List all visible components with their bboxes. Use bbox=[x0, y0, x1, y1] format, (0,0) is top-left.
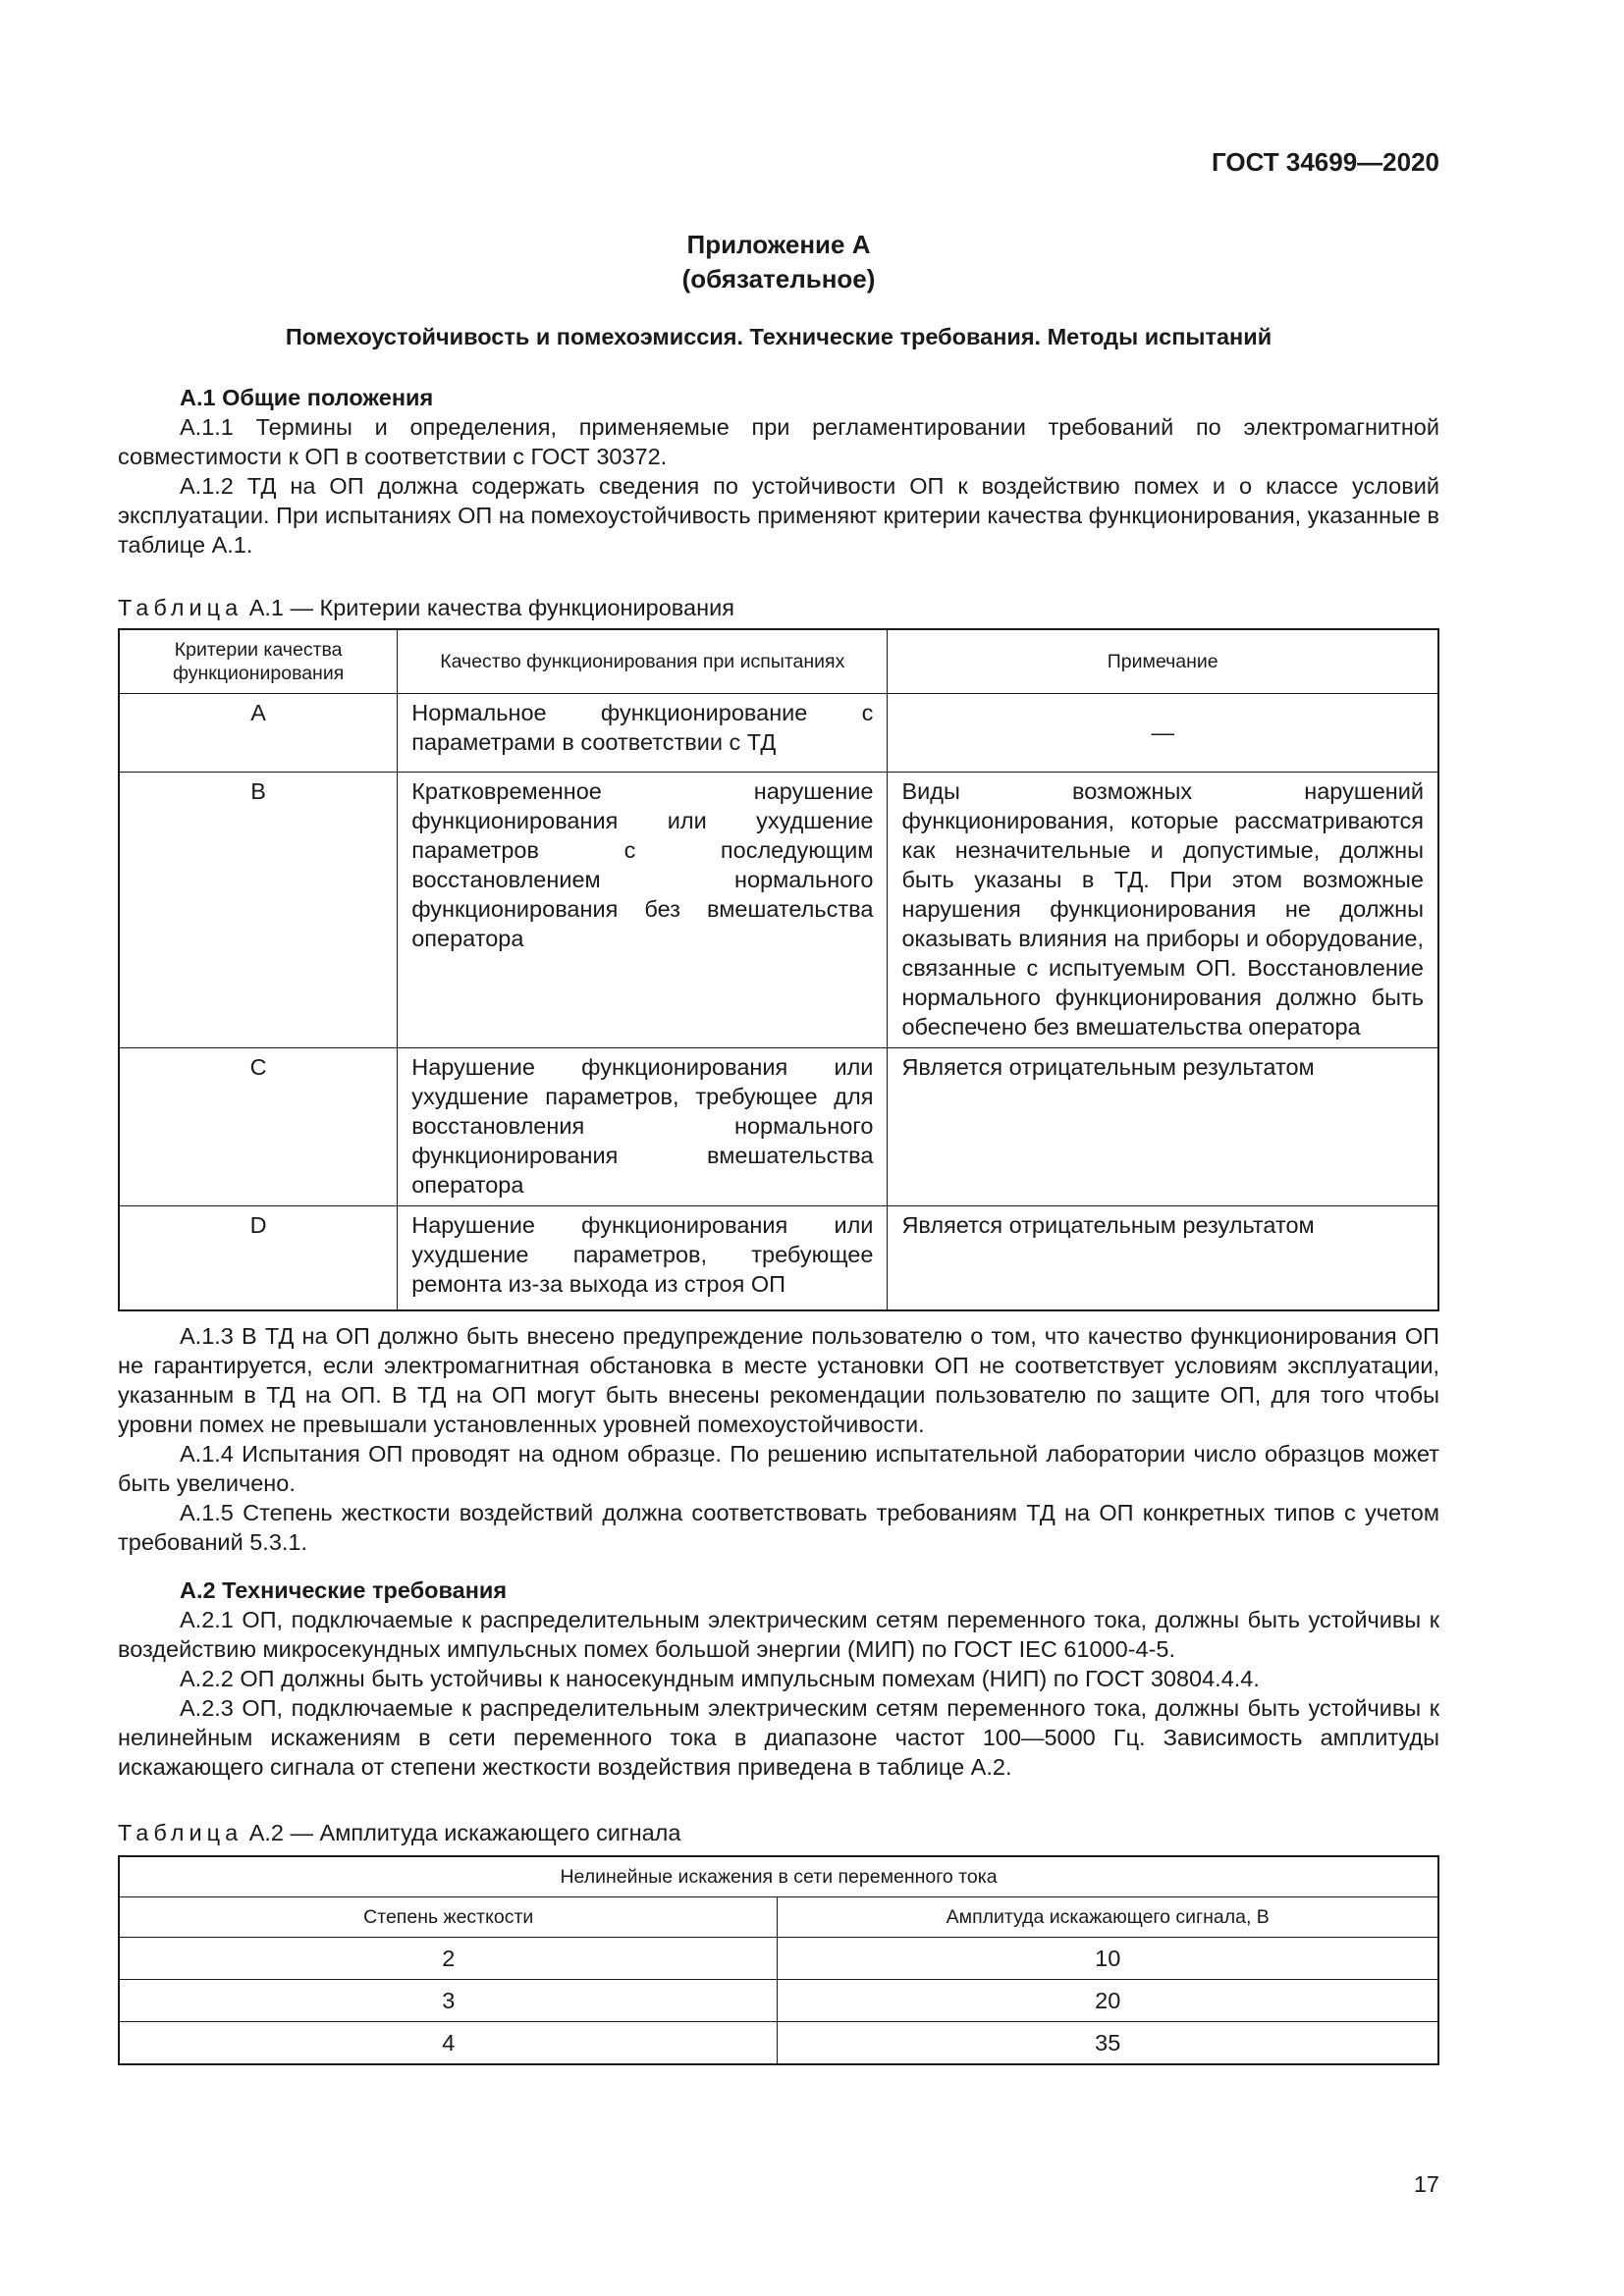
column-header-level: Степень жесткости bbox=[119, 1897, 778, 1938]
table-a1-caption-text: А.1 — Критерии качества функционирования bbox=[248, 595, 734, 620]
table-header-row bbox=[119, 629, 1438, 694]
column-header-criteria: Критерии качества функционирования bbox=[119, 629, 398, 694]
quality-cell: Нормальное функционирование с параметрами в соответствии с ТД bbox=[398, 694, 888, 773]
table-row bbox=[119, 1980, 1438, 2022]
criterion-cell: D bbox=[119, 1206, 398, 1310]
table-a1-caption-label: Таблица bbox=[118, 595, 244, 620]
table-row bbox=[119, 2022, 1438, 2065]
amplitude-cell: 35 bbox=[778, 2022, 1438, 2065]
appendix-heading: Помехоустойчивость и помехоэмиссия. Технические требования. Методы испытаний bbox=[285, 324, 1272, 349]
document-code: ГОСТ 34699—2020 bbox=[1212, 147, 1439, 177]
amplitude-cell: 10 bbox=[778, 1938, 1438, 1980]
paragraph-a1-2: А.1.2 ТД на ОП должна содержать сведения по устойчивости ОП к воздействию помех и о классе условий эксплуатации. При испытаниях ОП на помехоустойчивость применяют критерии качества функционирования, указанные в таблице А.1. bbox=[118, 473, 1439, 558]
table-a2-caption-text: А.2 — Амплитуда искажающего сигнала bbox=[248, 1820, 681, 1845]
column-header-note: Примечание bbox=[888, 629, 1438, 694]
table-a1-caption bbox=[118, 593, 1439, 622]
criterion-cell: А bbox=[119, 694, 398, 773]
quality-cell: Нарушение функционирования или ухудшение параметров, требующее ремонта из-за выхода из строя ОП bbox=[398, 1206, 888, 1310]
section-a2-heading: А.2 Технические требования bbox=[180, 1577, 508, 1603]
level-cell: 4 bbox=[119, 2022, 778, 2065]
table-row bbox=[119, 1206, 1438, 1310]
note-cell: Является отрицательным результатом bbox=[888, 1206, 1438, 1310]
table-row bbox=[119, 773, 1438, 1048]
column-header-quality: Качество функционирования при испытаниях bbox=[398, 629, 888, 694]
note-cell: Виды возможных нарушений функционирования, которые рассматриваются как незначительные и допустимые, должны быть указаны в ТД. При этом возможные нарушения функционирования не должны оказывать влияния на приборы и оборудование, связанные с испытуемым ОП. Восстановление нормального функционирования должно быть обеспечено без вмешательства оператора bbox=[888, 773, 1438, 1048]
paragraph-a1-3: А.1.3 В ТД на ОП должно быть внесено предупреждение пользователю о том, что качество функционирования ОП не гарантируется, если электромагнитная обстановка в месте установки ОП не соответствует условиям эксплуатации, указанным в ТД на ОП. В ТД на ОП могут быть внесены рекомендации пользователю по защите ОП, для того чтобы уровни помех не превышали установленных уровней помехоустойчивости. bbox=[118, 1323, 1439, 1437]
table-a2-caption bbox=[118, 1818, 1439, 1847]
appendix-title: Приложение А bbox=[686, 230, 871, 259]
table-a2-block bbox=[118, 1818, 1439, 2065]
paragraph-a1-5: А.1.5 Степень жесткости воздействий должна соответствовать требованиям ТД на ОП конкретных типов с учетом требований 5.3.1. bbox=[118, 1500, 1439, 1555]
table-a1 bbox=[118, 628, 1439, 1311]
table-group-header-row bbox=[119, 1856, 1438, 1897]
note-cell: Является отрицательным результатом bbox=[888, 1048, 1438, 1206]
page-number: 17 bbox=[1413, 2171, 1439, 2197]
section-a1 bbox=[118, 383, 1439, 560]
column-header-amplitude: Амплитуда искажающего сигнала, В bbox=[778, 1897, 1438, 1938]
paragraph-a2-3: А.2.3 ОП, подключаемые к распределительным электрическим сетям переменного тока, должны быть устойчивы к нелинейным искажениям в сети переменного тока в диапазоне частот 100—5000 Гц. Зависимость амплитуды искажающего сигнала от степени жесткости воздействия приведена в таблице А.2. bbox=[118, 1695, 1439, 1780]
note-cell: — bbox=[888, 694, 1438, 773]
paragraph-a2-2: А.2.2 ОП должны быть устойчивы к наносекундным импульсным помехам (НИП) по ГОСТ 30804.4.4. bbox=[180, 1666, 1260, 1691]
level-cell: 3 bbox=[119, 1980, 778, 2022]
table-a1-block bbox=[118, 593, 1439, 1311]
section-a1-continued bbox=[118, 1321, 1439, 1557]
table-row bbox=[119, 1048, 1438, 1206]
amplitude-cell: 20 bbox=[778, 1980, 1438, 2022]
table-a2 bbox=[118, 1855, 1439, 2065]
quality-cell: Кратковременное нарушение функционирования или ухудшение параметров с последующим восстановлением нормального функционирования без вмешательства оператора bbox=[398, 773, 888, 1048]
appendix-title-block bbox=[118, 228, 1439, 296]
paragraph-a1-4: А.1.4 Испытания ОП проводят на одном образце. По решению испытательной лаборатории число образцов может быть увеличено. bbox=[118, 1441, 1439, 1496]
section-a1-heading: А.1 Общие положения bbox=[180, 385, 434, 410]
table-header-row bbox=[119, 1897, 1438, 1938]
table-row bbox=[119, 1938, 1438, 1980]
table-row bbox=[119, 694, 1438, 773]
paragraph-a2-1: А.2.1 ОП, подключаемые к распределительным электрическим сетям переменного тока, должны быть устойчивы к воздействию микросекундных импульсных помех большой энергии (МИП) по ГОСТ IEC 61000-4-5. bbox=[118, 1607, 1439, 1662]
group-header: Нелинейные искажения в сети переменного тока bbox=[119, 1856, 1438, 1897]
quality-cell: Нарушение функционирования или ухудшение параметров, требующее для восстановления нормального функционирования вмешательства оператора bbox=[398, 1048, 888, 1206]
level-cell: 2 bbox=[119, 1938, 778, 1980]
criterion-cell: С bbox=[119, 1048, 398, 1206]
section-a2 bbox=[118, 1575, 1439, 1782]
appendix-status: (обязательное) bbox=[681, 264, 876, 294]
paragraph-a1-1: А.1.1 Термины и определения, применяемые при регламентировании требований по электромагнитной совместимости к ОП в соответствии с ГОСТ 30372. bbox=[118, 414, 1439, 469]
table-a2-caption-label: Таблица bbox=[118, 1820, 244, 1845]
criterion-cell: В bbox=[119, 773, 398, 1048]
